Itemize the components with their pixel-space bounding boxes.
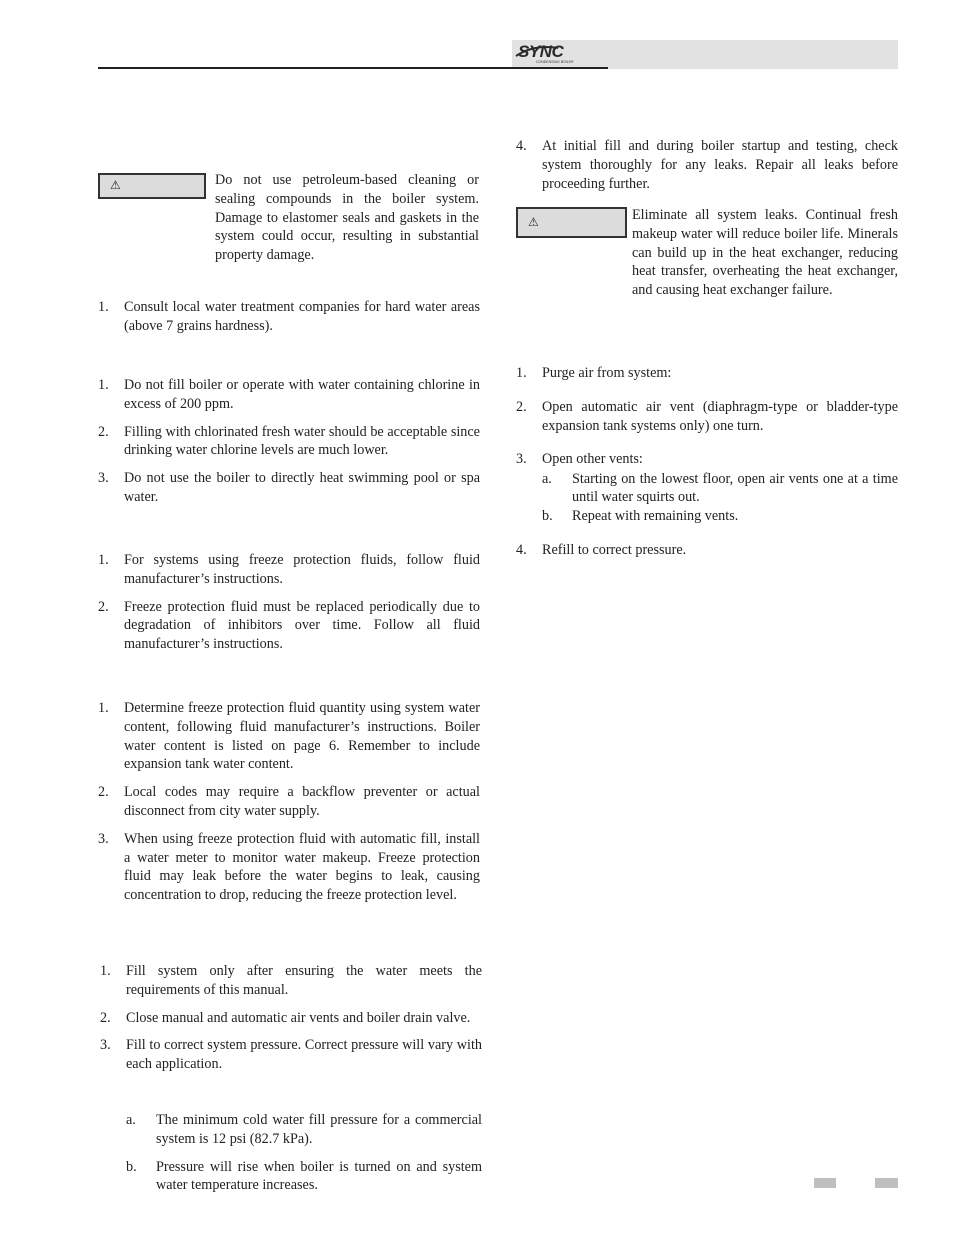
list-item: 3. Fill to correct system pressure. Correct pressure will vary with each application. bbox=[100, 1037, 482, 1073]
warning-text-right: Eliminate all system leaks. Continual fresh makeup water will reduce boiler life. Minerals can build up in the heat exchanger, reducing heat transfer, overheating the heat exchanger, and causing heat exchanger failure. bbox=[632, 207, 898, 299]
list-item: a. The minimum cold water fill pressure for a commercial system is 12 psi (82.7 kPa). bbox=[126, 1112, 482, 1147]
list-item: 1. Determine freeze protection fluid quantity using system water content, following fluid manufacturer’s instructions. Boiler water content is listed on page 6. Remember to include expansion tank water content. bbox=[98, 700, 480, 773]
list-item: 3. Do not use the boiler to directly heat swimming pool or spa water. bbox=[98, 470, 480, 505]
logo-wordmark: SYNC bbox=[518, 42, 564, 61]
fill-pressure-sublist bbox=[126, 1111, 482, 1195]
footer-tab-left bbox=[814, 1178, 836, 1188]
leak-check-list bbox=[516, 137, 898, 193]
freeze-fluid-list bbox=[98, 551, 480, 654]
list-item: 2. Freeze protection fluid must be replaced periodically due to degradation of inhibitors over time. Follow all fluid manufacturer’s instructions. bbox=[98, 598, 480, 653]
list-item: b. Repeat with remaining vents. bbox=[542, 507, 739, 524]
list-item: 2. Open automatic air vent (diaphragm-type or bladder-type expansion tank systems only) one turn. bbox=[516, 398, 898, 434]
list-item: a. Starting on the lowest floor, open air vents one at a time until water squirts out. bbox=[542, 471, 898, 506]
freeze-quantity-list bbox=[98, 699, 480, 905]
warning-label-right bbox=[516, 207, 627, 238]
fill-system-list bbox=[100, 962, 482, 1074]
open-vents-sublist bbox=[542, 470, 898, 525]
warning-triangle-icon: ⚠ bbox=[110, 178, 121, 192]
footer-tab-right bbox=[875, 1178, 898, 1188]
warning-triangle-icon: ⚠ bbox=[528, 215, 539, 229]
list-item: 3. Open other vents: bbox=[516, 451, 643, 468]
list-item: 2. Filling with chlorinated fresh water should be acceptable since drinking water chlorine levels are much lower. bbox=[98, 423, 480, 459]
list-item: 4. At initial fill and during boiler startup and testing, check system thoroughly for any leaks. Repair all leaks before proceeding further. bbox=[516, 138, 898, 192]
logo-subtitle: CONDENSING BOILER bbox=[536, 60, 574, 64]
list-item: 2. Local codes may require a backflow preventer or actual disconnect from city water supply. bbox=[98, 784, 480, 819]
list-item: 1. For systems using freeze protection fluids, follow fluid manufacturer’s instructions. bbox=[98, 552, 480, 587]
list-item: 1. Do not fill boiler or operate with water containing chlorine in excess of 200 ppm. bbox=[98, 377, 480, 412]
header-rule bbox=[98, 67, 608, 69]
list-item: 2. Close manual and automatic air vents and boiler drain valve. bbox=[100, 1009, 471, 1026]
list-item: 1. Purge air from system: bbox=[516, 365, 672, 381]
list-item: 1. Fill system only after ensuring the water meets the requirements of this manual. bbox=[100, 963, 482, 998]
warning-text-left: Do not use petroleum-based cleaning or sealing compounds in the boiler system. Damage to elastomer seals and gaskets in the system could occur, resulting in substantial property damage. bbox=[215, 172, 479, 264]
list-item: 3. When using freeze protection fluid with automatic fill, install a water meter to monitor water makeup. Freeze protection fluid may leak before the water begins to leak, causing concentration to drop, reducing the freeze protection level. bbox=[98, 830, 480, 904]
water-hardness-list bbox=[98, 298, 480, 336]
list-item: b. Pressure will rise when boiler is turned on and system water temperature increases. bbox=[126, 1158, 482, 1194]
list-item: 4. Refill to correct pressure. bbox=[516, 542, 687, 558]
list-item: 1. Consult local water treatment companies for hard water areas (above 7 grains hardness). bbox=[98, 299, 480, 334]
refill-list bbox=[516, 541, 898, 560]
chlorine-list bbox=[98, 376, 480, 507]
sync-logo bbox=[514, 42, 578, 66]
purge-air-list bbox=[516, 364, 898, 469]
warning-label-left bbox=[98, 173, 206, 199]
